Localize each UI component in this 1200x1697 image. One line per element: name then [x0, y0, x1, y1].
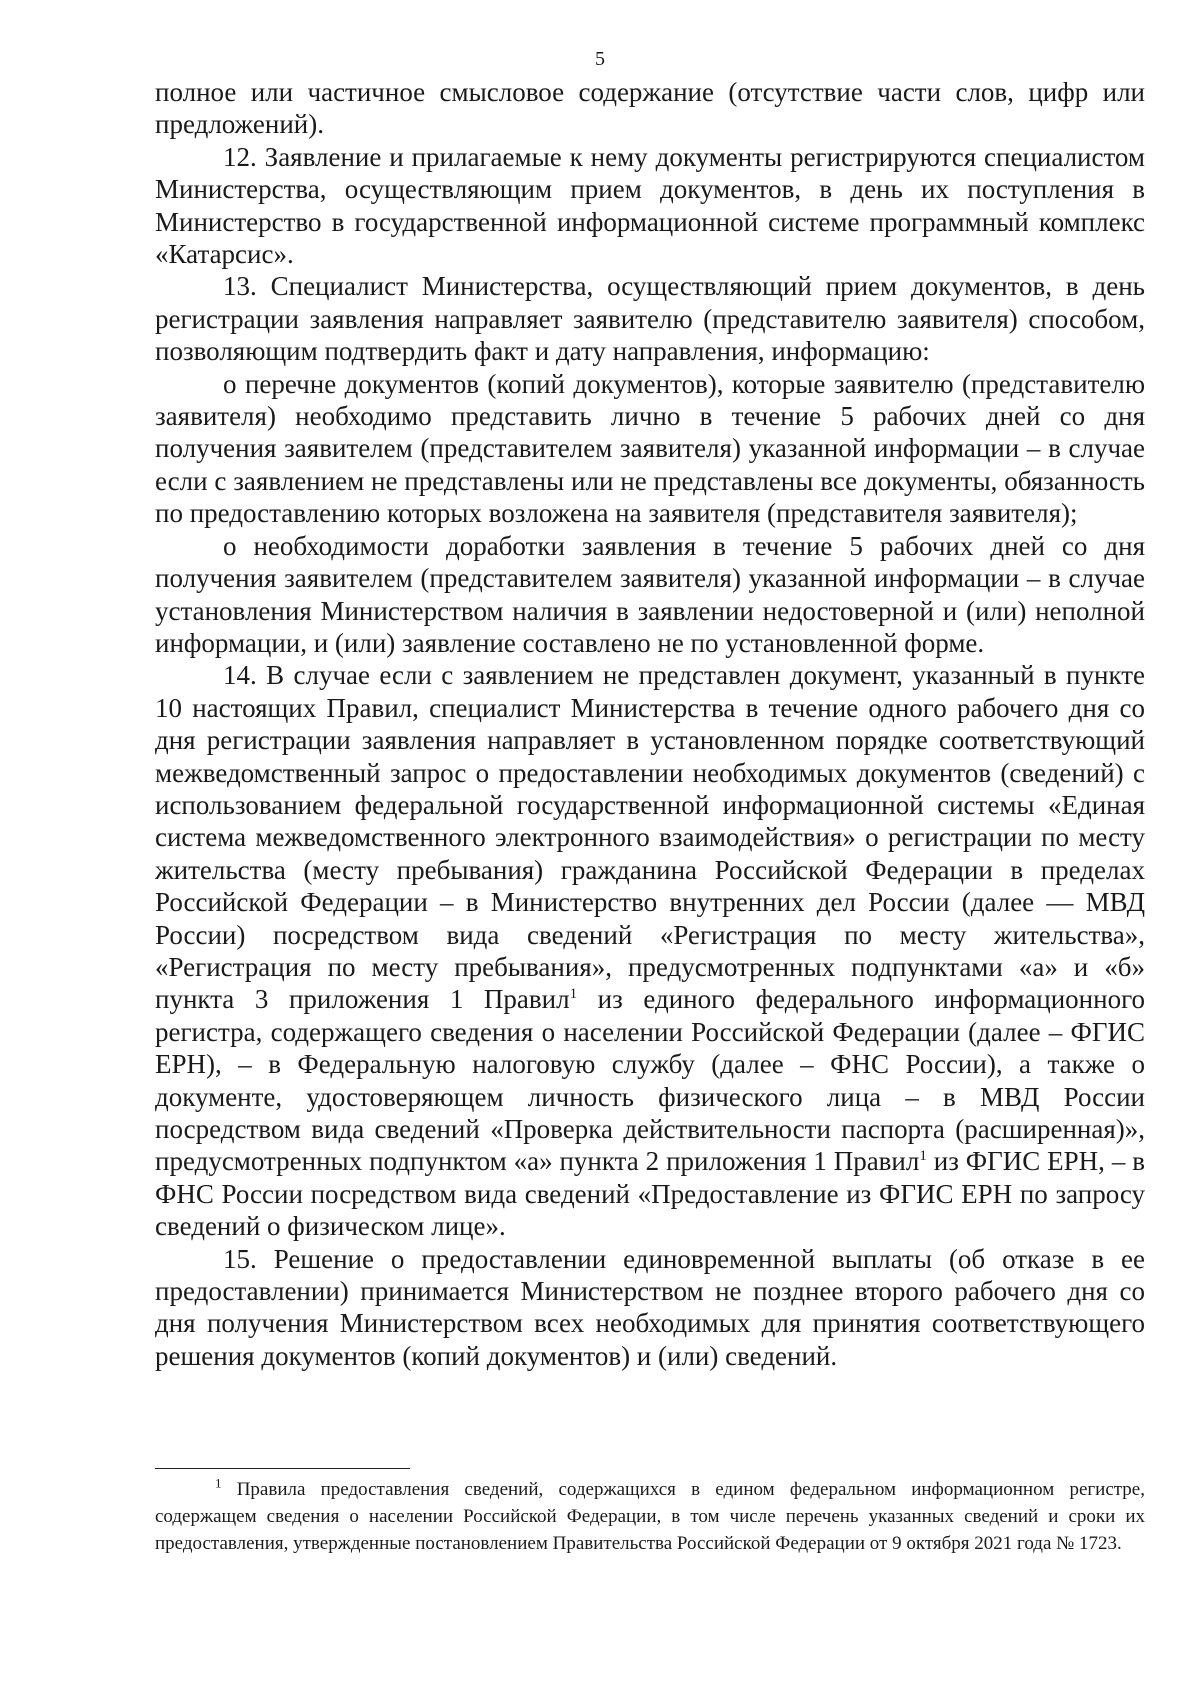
footnote-reference: 1	[919, 1148, 927, 1165]
paragraph-p-15	[155, 1243, 1145, 1373]
paragraph-text: 15. Решение о предоставлении единовременной выплаты (об отказе в ее предоставлении) принимается Министерством не позднее второго рабочего дня со дня получения Министерством всех необходимых для принятия соответствующего решения документов (копий документов) и (или) сведений.	[155, 1243, 1145, 1371]
paragraph-p-13-b	[155, 530, 1145, 660]
paragraph-text: полное или частичное смысловое содержание (отсутствие части слов, цифр или предложений).	[155, 77, 1145, 140]
page-number: 5	[595, 48, 605, 70]
footnote-separator	[155, 1468, 410, 1469]
paragraph-text: 14. В случае если с заявлением не представлен документ, указанный в пункте 10 настоящих Правил, специалист Министерства в течение одного рабочего дня со дня регистрации заявления направляет в установленном порядке соответствующий межведомственный запрос о предоставлении необходимых документов (сведений) с использованием федеральной государственной информационной системы «Единая система межведомственного электронного взаимодействия» о регистрации по месту жительства (месту пребывания) гражданина Российской Федерации в пределах Российской Федерации – в Министерство внутренних дел России (далее — МВД России) посредством вида сведений «Регистрация по месту жительства», «Регистрация по месту пребывания», предусмотренных подпунктами «а» и «б» пункта 3 приложения 1 Правил	[155, 660, 1145, 1015]
paragraph-text: о необходимости доработки заявления в течение 5 рабочих дней со дня получения заявителем (представителем заявителя) указанной информации – в случае установления Министерством наличия в заявлении недостоверной и (или) неполной информации, и (или) заявление составлено не по установленной форме.	[155, 530, 1145, 658]
paragraph-text: из ФГИС ЕРН, – в ФНС России посредством вида сведений «Предоставление из ФГИС ЕРН по запросу сведений о физическом лице».	[155, 1146, 1145, 1242]
footnote	[155, 1476, 1145, 1557]
paragraph-text: о перечне документов (копий документов), которые заявителю (представителю заявителя) необходимо представить лично в течение 5 рабочих дней со дня получения заявителем (представителем заявителя) указанной информации – в случае если с заявлением не представлены или не представлены все документы, обязанность по предоставлению которых возложена на заявителя (представителя заявителя);	[155, 368, 1145, 529]
footnote-marker: 1	[215, 1475, 222, 1491]
paragraph-p-cont	[155, 76, 1145, 141]
paragraph-p-13-a	[155, 368, 1145, 530]
paragraph-p-12	[155, 141, 1145, 271]
document-body	[155, 76, 1145, 1372]
paragraph-p-14	[155, 659, 1145, 1242]
paragraph-p-13	[155, 270, 1145, 367]
paragraph-text: из единого федерального информационного регистра, содержащего сведения о населении Российской Федерации (далее – ФГИС ЕРН), – в Федеральную налоговую службу (далее – ФНС России), а также о документе, удостоверяющем личность физического лица – в МВД России посредством вида сведений «Проверка действительности паспорта (расширенная)», предусмотренных подпунктом «а» пункта 2 приложения 1 Правил	[155, 984, 1145, 1177]
footnote-text: Правила предоставления сведений, содержащихся в едином федеральном информационном регистре, содержащем сведения о населении Российской Федерации, в том числе перечень указанных сведений и сроки их предоставления, утвержденные постановлением Правительства Российской Федерации от 9 октября 2021 года № 1723.	[155, 1479, 1145, 1554]
footnote-reference: 1	[569, 986, 578, 1003]
paragraph-text: 13. Специалист Министерства, осуществляющий прием документов, в день регистрации заявления направляет заявителю (представителю заявителя) способом, позволяющим подтвердить факт и дату направления, информацию:	[155, 271, 1145, 367]
paragraph-text: 12. Заявление и прилагаемые к нему документы регистрируются специалистом Министерства, осуществляющим прием документов, в день их поступления в Министерство в государственной информационной системе программный комплекс «Катарсис».	[155, 141, 1145, 270]
